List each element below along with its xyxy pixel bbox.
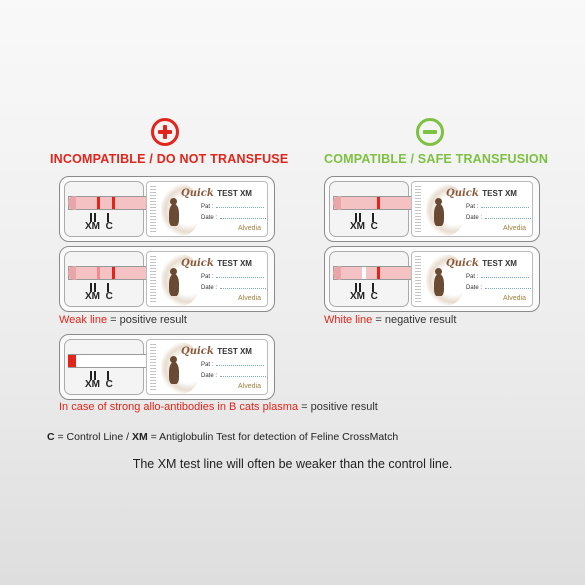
date-field: Date : <box>201 285 268 291</box>
xm-label: XM <box>85 291 100 302</box>
footer-note: The XM test line will often be weaker than the control line. <box>132 457 453 471</box>
xm-label: XM <box>350 291 365 302</box>
logo-text: Quick <box>181 258 214 269</box>
test-card-label: Quick TEST XM Pat : Date : Alvedia <box>411 251 533 307</box>
test-cassette-incompatible-weak <box>59 246 275 312</box>
migration-block <box>68 355 76 367</box>
plus-icon <box>151 118 179 146</box>
pat-field: Pat : <box>201 204 264 210</box>
weak-line-caption: Weak line = positive result <box>59 314 187 326</box>
xm-line <box>97 197 100 209</box>
pat-field: Pat : <box>201 274 264 280</box>
brand-text: Alvedia <box>238 295 261 302</box>
legend-text: C = Control Line / XM = Antiglobulin Test for detection of Feline CrossMatch <box>47 431 399 443</box>
cat-icon <box>169 274 179 296</box>
pat-field: Pat : <box>466 274 529 280</box>
control-line <box>112 197 115 209</box>
control-line <box>112 267 115 279</box>
cat-icon <box>434 204 444 226</box>
logo-text: Quick <box>446 188 479 199</box>
logo-text: Quick <box>446 258 479 269</box>
test-cassette-compatible-white <box>324 246 540 312</box>
test-strip <box>68 354 148 368</box>
incompatible-heading: INCOMPATIBLE / DO NOT TRANSFUSE <box>50 152 289 166</box>
cat-icon <box>169 362 179 384</box>
test-cassette-strong-antibodies <box>59 334 275 400</box>
test-card-label: Quick TEST XM Pat : Date : Alvedia <box>146 339 268 395</box>
xm-line <box>97 267 100 279</box>
xm-label: XM <box>350 221 365 232</box>
brand-text: Alvedia <box>503 295 526 302</box>
test-cassette-compatible <box>324 176 540 242</box>
xm-label: XM <box>85 221 100 232</box>
date-field: Date : <box>201 215 268 221</box>
test-card-label: Quick TEST XM Pat : Date : Alvedia <box>411 181 533 237</box>
test-card-label: Quick TEST XM Pat : Date : Alvedia <box>146 181 268 237</box>
xm-white-line <box>362 267 366 279</box>
strong-antibodies-caption: In case of strong allo-antibodies in B cats plasma = positive result <box>59 401 378 413</box>
test-strip <box>68 266 148 280</box>
pat-field: Pat : <box>201 362 264 368</box>
test-strip <box>333 196 413 210</box>
test-card-label: Quick TEST XM Pat : Date : Alvedia <box>146 251 268 307</box>
logo-text: Quick <box>181 188 214 199</box>
c-label: C <box>105 221 113 232</box>
pat-field: Pat : <box>466 204 529 210</box>
c-label: C <box>370 221 378 232</box>
cat-icon <box>434 274 444 296</box>
compatible-heading: COMPATIBLE / SAFE TRANSFUSION <box>324 152 549 166</box>
logo-text: Quick <box>181 346 214 357</box>
brand-text: Alvedia <box>238 383 261 390</box>
c-label: C <box>105 379 113 390</box>
white-line-caption: White line = negative result <box>324 314 457 326</box>
test-cassette-incompatible-strong <box>59 176 275 242</box>
brand-text: Alvedia <box>503 225 526 232</box>
control-line <box>377 197 380 209</box>
test-strip <box>68 196 148 210</box>
control-line <box>377 267 380 279</box>
cat-icon <box>169 204 179 226</box>
brand-text: Alvedia <box>238 225 261 232</box>
c-label: C <box>370 291 378 302</box>
xm-label: XM <box>85 379 100 390</box>
date-field: Date : <box>466 215 533 221</box>
date-field: Date : <box>466 285 533 291</box>
test-strip <box>333 266 413 280</box>
c-label: C <box>105 291 113 302</box>
date-field: Date : <box>201 373 268 379</box>
minus-icon <box>416 118 444 146</box>
